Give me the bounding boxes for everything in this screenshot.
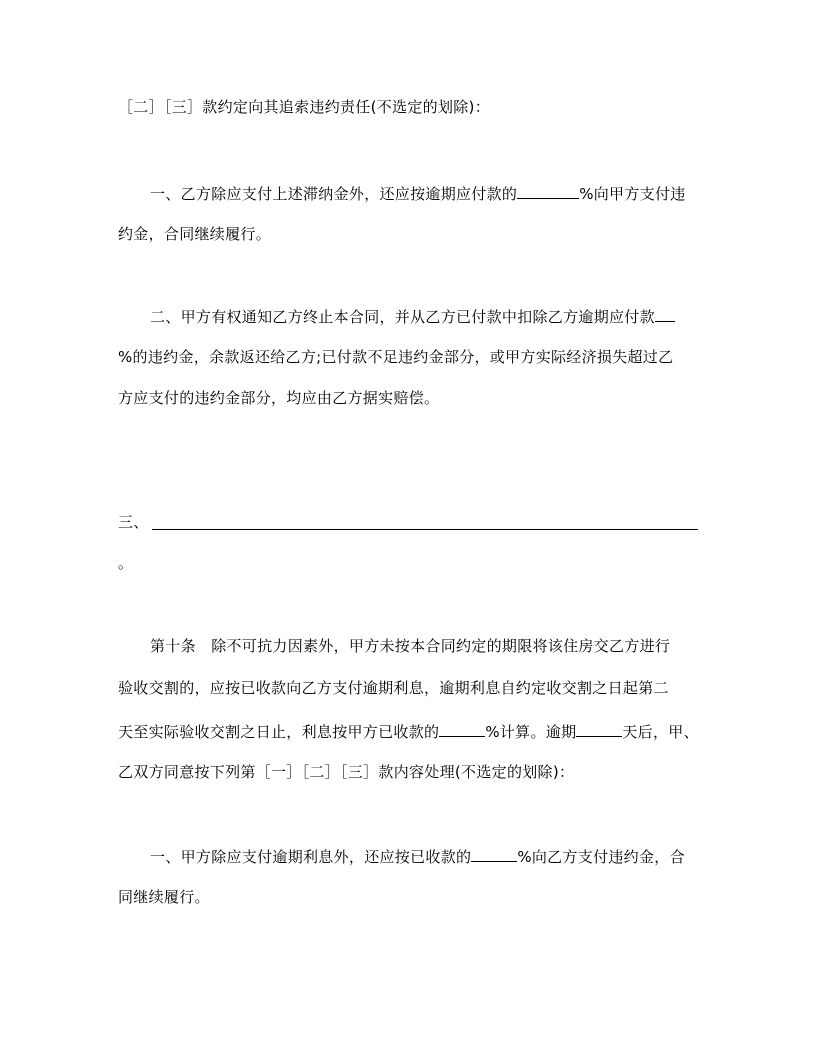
item1-text-c: 约金，合同继续履行。 xyxy=(118,225,272,243)
blank-field xyxy=(517,182,579,199)
item2-text-b: %的违约金，余款返还给乙方;已付款不足违约金部分，或甲方实际经济损失超过乙 xyxy=(118,348,674,366)
item3-label: 三、 xyxy=(118,513,149,531)
blank-field xyxy=(655,305,675,322)
item2-line-2 xyxy=(118,347,673,367)
article10-line-4 xyxy=(118,762,574,782)
article10-item1-line-2 xyxy=(118,887,210,907)
item1-text-a: 一、乙方除应支付上述滞纳金外，还应按逾期应付款的 xyxy=(150,185,518,203)
item2-line-3 xyxy=(118,388,439,408)
blank-field xyxy=(576,720,622,737)
article10-line-3 xyxy=(118,720,699,742)
item2-line-1 xyxy=(150,305,675,327)
article10-text-c1: 天至实际验收交割之日止，利息按甲方已收款的 xyxy=(118,723,440,741)
article10-line-1 xyxy=(150,636,670,656)
blank-field xyxy=(439,720,485,737)
item2-text-c: 方应支付的违约金部分，均应由乙方据实赔偿。 xyxy=(118,389,440,407)
item1-text-b: %向甲方支付违 xyxy=(579,185,686,203)
article10-text-a: 第十条 除不可抗力因素外，甲方未按本合同约定的期限将该住房交乙方进行 xyxy=(150,637,671,655)
item2-text-a: 二、甲方有权通知乙方终止本合同，并从乙方已付款中扣除乙方逾期应付款 xyxy=(150,308,655,326)
item1-line-2 xyxy=(118,224,271,244)
clause-choice-text: ［二］［三］款约定向其追索违约责任(不选定的划除)： xyxy=(118,98,491,116)
item3-line-1 xyxy=(118,512,149,532)
clause-choice-line xyxy=(118,97,490,117)
item3-line-2 xyxy=(118,553,133,573)
item3-end: 。 xyxy=(118,554,134,572)
item1-line-1 xyxy=(150,182,686,204)
article10-text-d: 乙双方同意按下列第［一］［二］［三］款内容处理(不选定的划除)： xyxy=(118,763,575,781)
article10-text-c3: 天后，甲、 xyxy=(622,723,699,741)
article10-text-c2: %计算。逾期 xyxy=(485,723,577,741)
article10-item1-text-b: 同继续履行。 xyxy=(118,888,210,906)
article10-text-b: 验收交割的，应按已收款向乙方支付逾期利息，逾期利息自约定收交割之日起第二 xyxy=(118,679,669,697)
article10-item1-line-1 xyxy=(150,845,685,867)
article10-line-2 xyxy=(118,678,669,698)
long-blank-field xyxy=(152,529,698,530)
article10-item1-text-a2: %向乙方支付违约金，合 xyxy=(517,848,685,866)
blank-field xyxy=(471,845,517,862)
article10-item1-text-a1: 一、甲方除应支付逾期利息外，还应按已收款的 xyxy=(150,848,472,866)
